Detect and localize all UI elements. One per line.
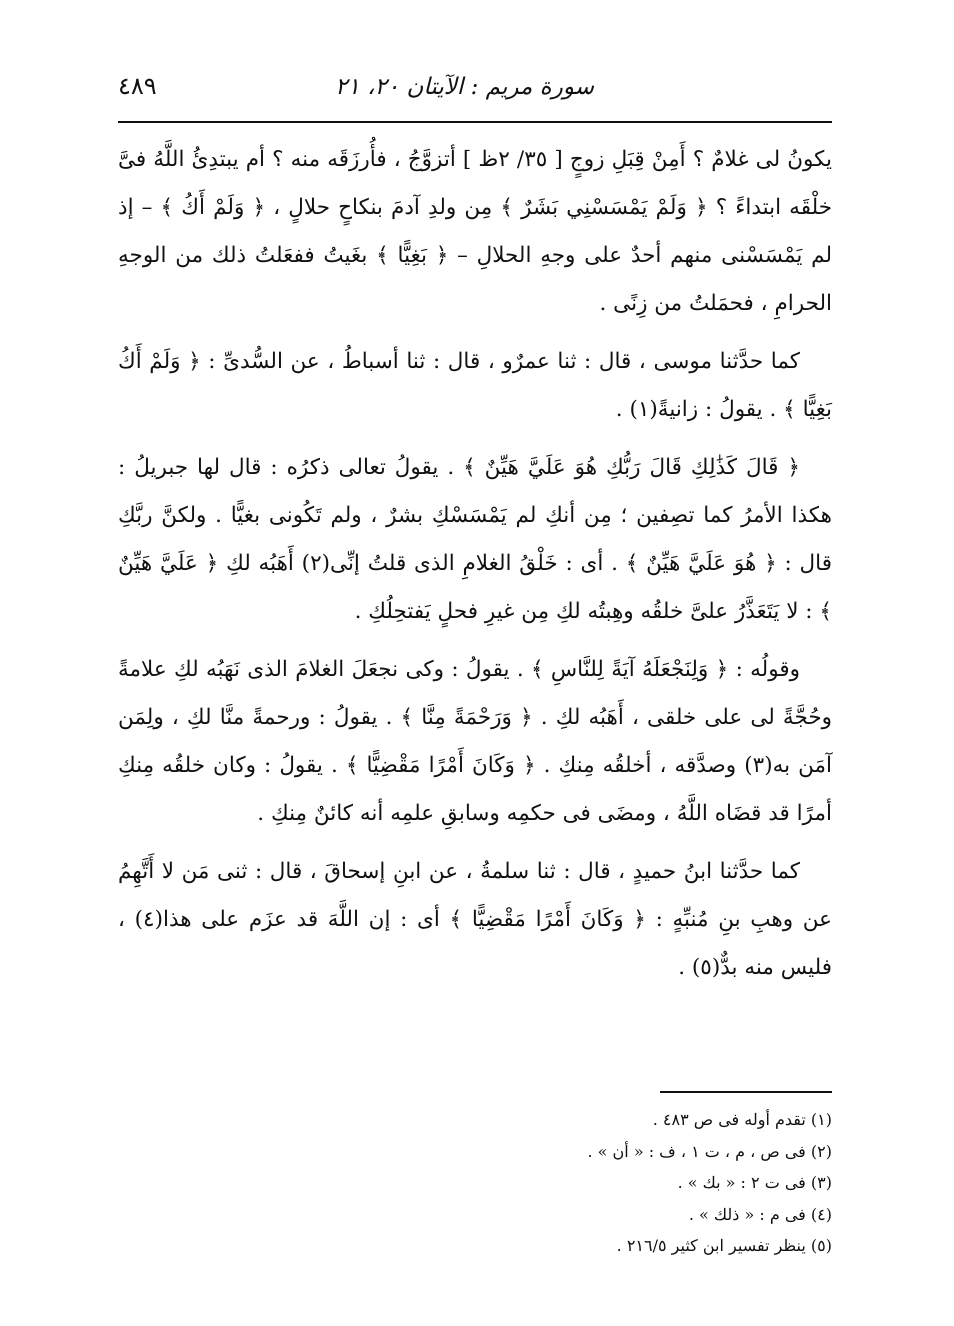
paragraph: يكونُ لى غلامٌ ؟ أَمِنْ قِبَلِ زوجٍ [ ٣٥/ ٢ظ ] أتزوَّجُ ، فأُرزَقَه منه ؟ أم يبتدِئُ اللَّهُ فىَّ خلْقَه ابتداءً ؟ ﴿ وَلَمْ يَمْسَسْنِي بَشَرٌ ﴾ مِن ولدِ آدمَ بنكاحٍ حلالٍ ، ﴿ وَلَمْ أَكُ ﴾ – إذ لم يَمْسَسْنى منهم أحدٌ على وجهِ الحلالِ – ﴿ بَغِيًّا ﴾ بغَيتُ ففعَلتُ ذلك من الوجهِ الحرامِ ، فحمَلتُ من زِنًى . — [118, 147, 832, 316]
footnote: (٣) فى ت ٢ : « بك » . — [677, 1173, 832, 1192]
paragraph: كما حدَّثنا ابنُ حميدٍ ، قال : ثنا سلمةُ ، عن ابنِ إسحاقَ ، قال : ثنى مَن لا أَتَّهِمُ عن وهبِ بنِ مُنبِّهٍ : ﴿ وَكَانَ أَمْرًا مَقْضِيًّا ﴾ أى : إن اللَّهَ قد عزَم على هذا(٤) ، فليس منه بدٌّ(٥) . — [118, 859, 832, 980]
main-text — [118, 136, 832, 1002]
footnote-rule — [660, 1091, 832, 1093]
paragraph: كما حدَّثنا موسى ، قال : ثنا عمرٌو ، قال : ثنا أسباطُ ، عن السُّدىِّ : ﴿ وَلَمْ أَكُ بَغِيًّا ﴾ . يقولُ : زانيةً(١) . — [118, 349, 832, 422]
paragraph: ﴿ قَالَ كَذَٰلِكِ قَالَ رَبُّكِ هُوَ عَلَيَّ هَيِّنٌ ﴾ . يقولُ تعالى ذكرُه : قال لها جبريلُ : هكذا الأمرُ كما تصِفين ؛ مِن أنكِ لم يَمْسَسْكِ بشرٌ ، ولم تَكُونى بغيًّا . ولكنَّ ربَّكِ قال : ﴿ هُوَ عَلَيَّ هَيِّنٌ ﴾ . أى : خَلْقُ الغلامِ الذى قلتُ إنِّى(٢) أَهَبُه لكِ ﴿ عَلَيَّ هَيِّنٌ ﴾ : لا يَتَعَذَّرُ علىَّ خلقُه وهِبتُه لكِ مِن غيرِ فحلٍ يَفتحِلُكِ . — [118, 455, 832, 624]
header-rule — [118, 121, 832, 123]
running-header — [118, 70, 832, 110]
footnote: (٥) ينظر تفسير ابن كثير ٢١٦/٥ . — [616, 1236, 832, 1255]
footnotes — [118, 1104, 832, 1262]
footnote: (١) تقدم أوله فى ص ٤٨٣ . — [652, 1110, 832, 1129]
page-number: ٤٨٩ — [118, 72, 157, 100]
footnote: (٤) فى م : « ذلك » . — [688, 1204, 832, 1224]
paragraph: وقولُه : ﴿ وَلِنَجْعَلَهُ آيَةً لِلنَّاسِ ﴾ . يقولُ : وكى نجعَلَ الغلامَ الذى نَهَبُه لكِ علامةً وحُجَّةً لى على خلقى ، أَهَبُه لكِ . ﴿ وَرَحْمَةً مِنَّا ﴾ . يقولُ : ورحمةً منَّا لكِ ، ولِمَن آمَن به(٣) وصدَّقه ، أخلقُه مِنكِ . ﴿ وَكَانَ أَمْرًا مَقْضِيًّا ﴾ . يقولُ : وكان خلقُه مِنكِ أمرًا قد قضَاه اللَّهُ ، ومضَى فى حكمِه وسابقِ علمِه أنه كائنٌ مِنكِ . — [118, 657, 833, 826]
footnote: (٢) فى ص ، م ، ت ١ ، ف : « أن » . — [587, 1141, 832, 1161]
header-title: سورة مريم : الآيتان ٢٠، ٢١ — [335, 74, 594, 100]
